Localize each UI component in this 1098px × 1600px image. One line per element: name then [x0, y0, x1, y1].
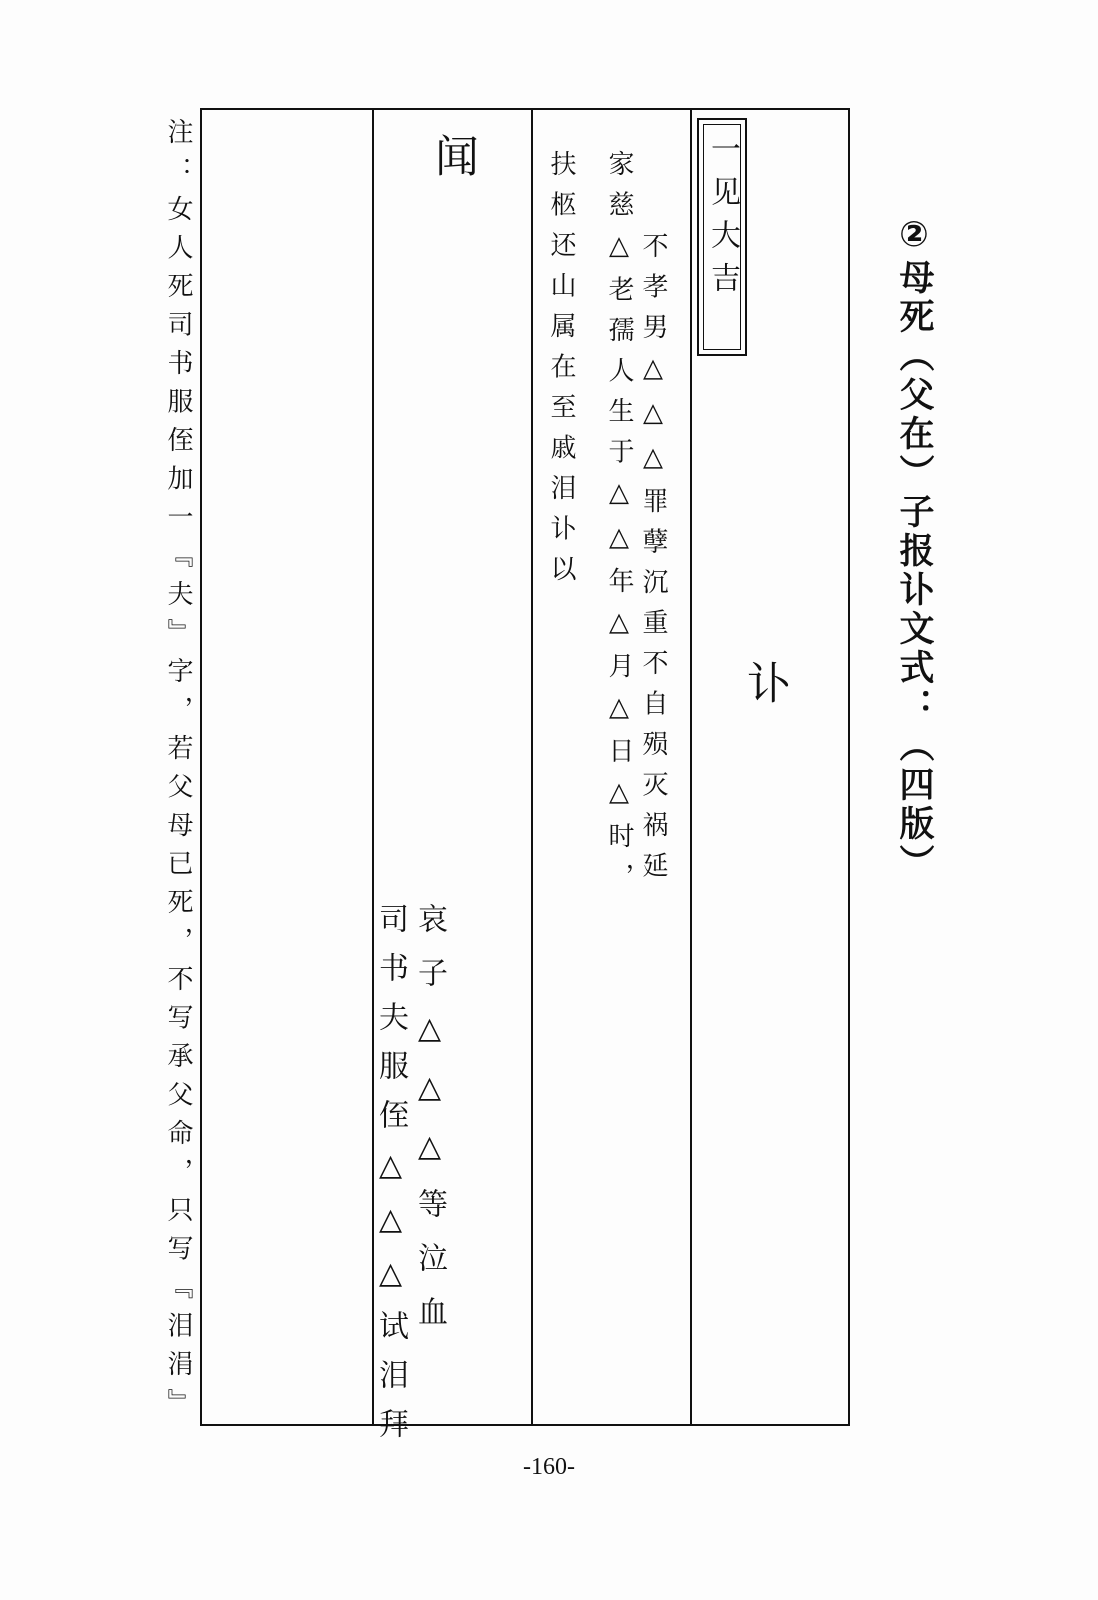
- form-divider-line: [531, 108, 533, 1426]
- page-number: -160-: [523, 1454, 575, 1480]
- page-heading: ②母死（父在）子报讣文式：（四版）: [894, 215, 934, 883]
- body-column-1: 不孝男△△△罪孽沉重不自殒灭祸延: [638, 232, 668, 892]
- signature-line-2: 司书夫服侄△△△试泪拜: [373, 903, 408, 1457]
- form-divider-line: [690, 108, 692, 1426]
- wen-character: 闻: [427, 133, 478, 177]
- body-column-4: 扶柩还山属在至戚泪讣以: [546, 150, 576, 596]
- auspicious-label: 一见大吉: [705, 133, 740, 305]
- footnote: 注：女人死司书服侄加一『夫』字，若父母已死，不写承父命，只写『泪涓』: [163, 118, 193, 1427]
- signature-line-1: 哀子△△△等泣血: [412, 903, 447, 1350]
- fu-character: 讣: [739, 660, 790, 704]
- body-column-2: 家慈△老孺人生于△△年△月△日△时，: [604, 150, 634, 903]
- obituary-form-frame: [200, 108, 850, 1426]
